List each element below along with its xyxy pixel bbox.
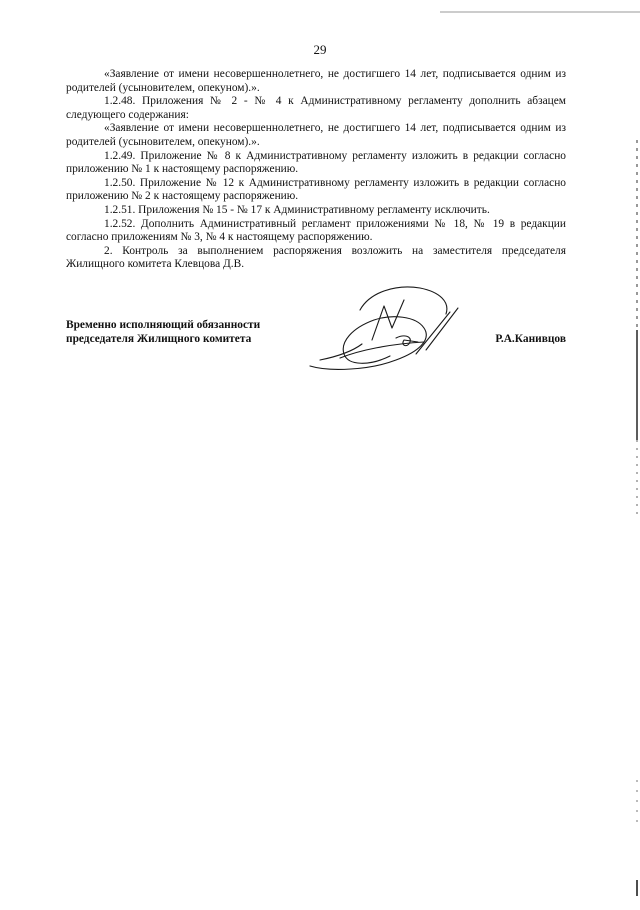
paragraph-quote-2: «Заявление от имени несовершеннолетнего, не достигшего 14 лет, подписывается одним из родителей (усыновителем, опекуном).». (66, 122, 566, 148)
signer-title (66, 318, 260, 346)
signer-title-line-1: Временно исполняющий обязанности (66, 319, 261, 331)
paragraph-1-2-50: 1.2.50. Приложение № 12 к Административному регламенту изложить в редакции согласно приложению № 2 к настоящему распоряжению. (66, 176, 566, 203)
signer-name: Р.А.Канивцов (495, 333, 566, 345)
paragraph-quote-1: «Заявление от имени несовершеннолетнего, не достигшего 14 лет, подписывается одним из родителей (усыновителем, опекуном).». (66, 68, 566, 94)
scan-edge-marks (620, 0, 640, 905)
document-body (66, 68, 566, 272)
signer-title-line-2: председателя Жилищного комитета (66, 333, 252, 345)
handwritten-signature (300, 280, 460, 380)
paragraph-2-control: 2. Контроль за выполнением распоряжения возложить на заместителя председателя Жилищного комитета Клевцова Д.В. (66, 244, 566, 271)
paragraph-1-2-49: 1.2.49. Приложение № 8 к Административному регламенту изложить в редакции согласно приложению № 1 к настоящему распоряжению. (66, 149, 566, 176)
scan-corner-mark (440, 2, 640, 6)
paragraph-1-2-51: 1.2.51. Приложения № 15 - № 17 к Административному регламенту исключить. (104, 203, 490, 216)
paragraph-1-2-52: 1.2.52. Дополнить Административный регламент приложениями № 18, № 19 в редакции согласно приложениям № 3, № 4 к настоящему распоряжению. (66, 217, 566, 244)
page-number: 29 (313, 42, 327, 57)
signature-block (66, 318, 566, 378)
paragraph-1-2-48: 1.2.48. Приложения № 2 - № 4 к Административному регламенту дополнить абзацем следующего содержания: (66, 95, 566, 121)
